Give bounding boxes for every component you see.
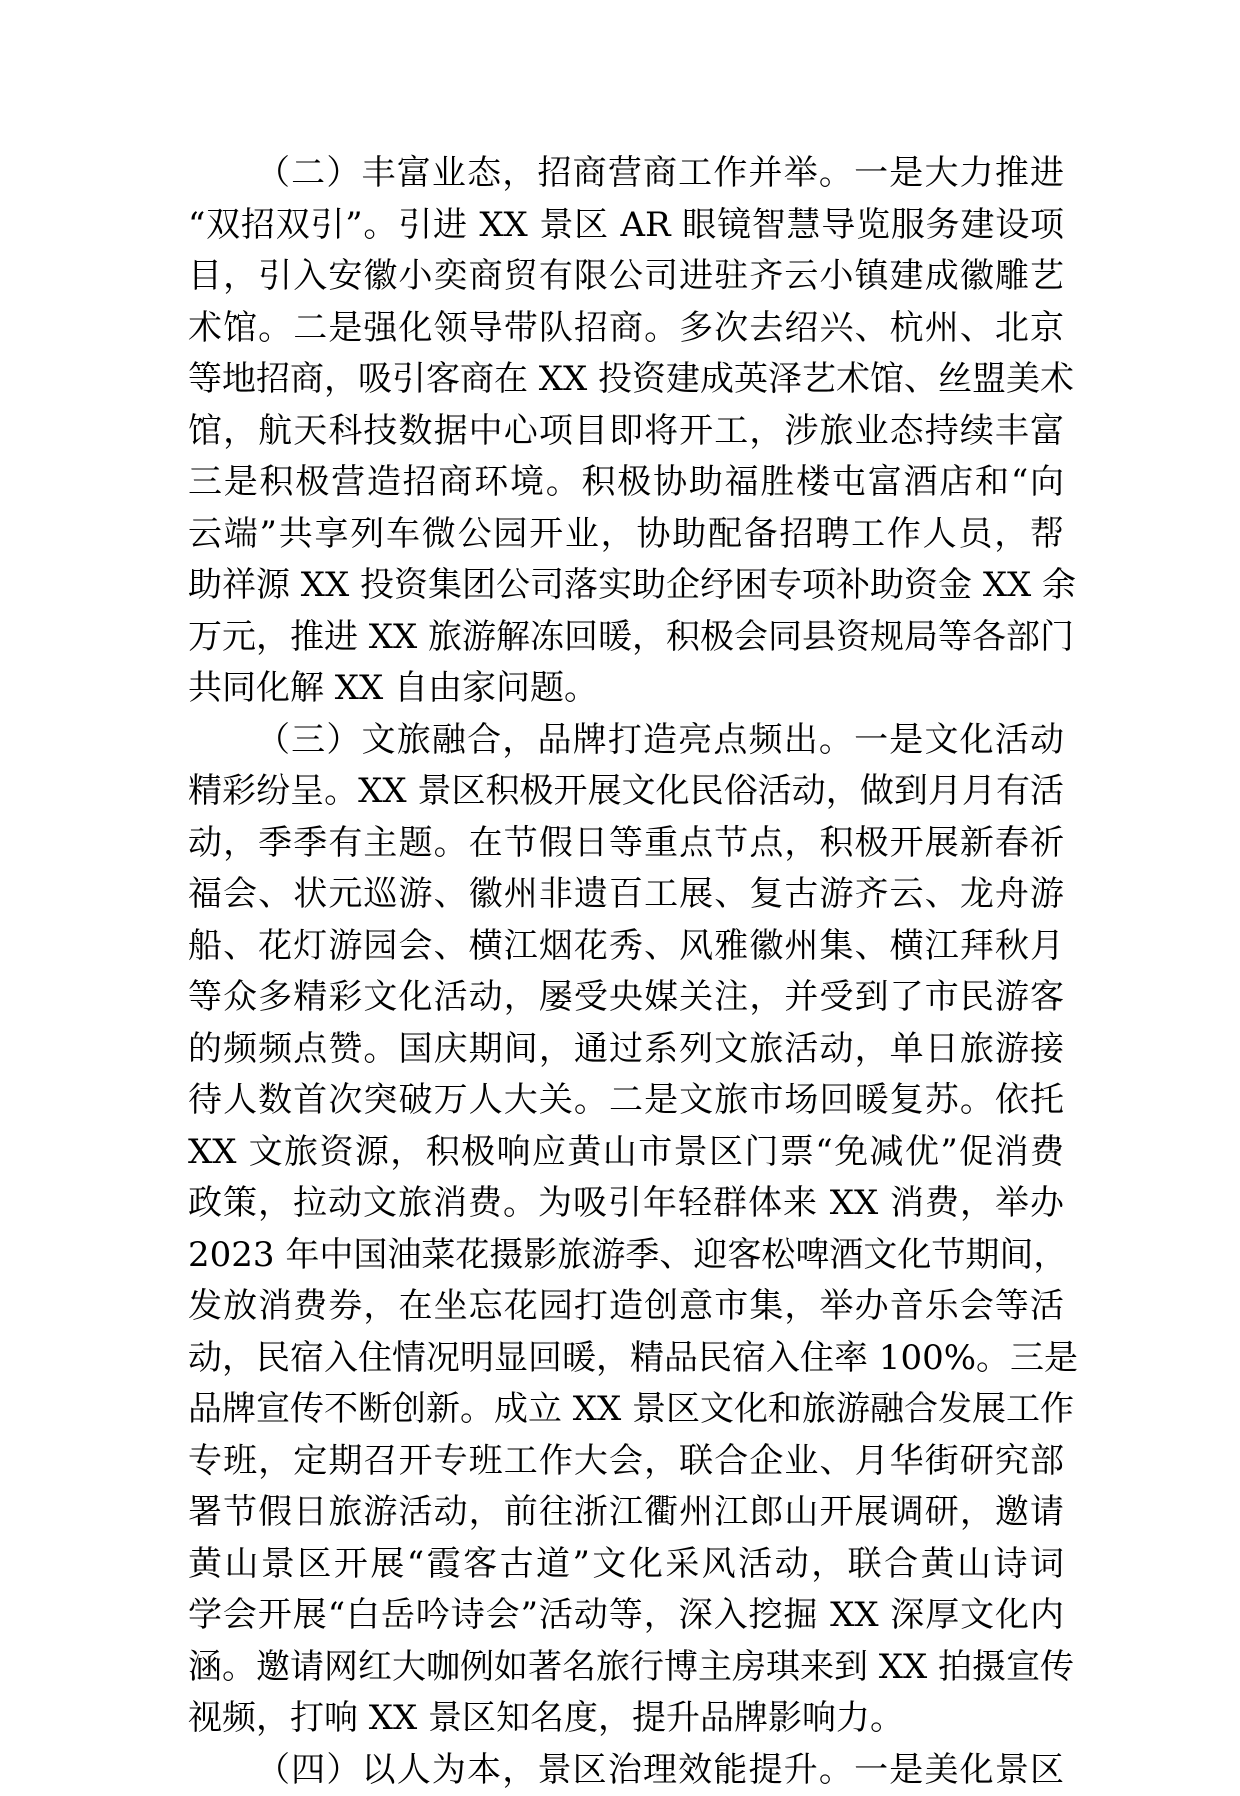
text-line: 等地招商，吸引客商在 XX 投资建成英泽艺术馆、丝盟美术 <box>188 354 1064 406</box>
text-line: 动，季季有主题。在节假日等重点节点，积极开展新春祈 <box>188 818 1064 870</box>
text-line: 术馆。二是强化领导带队招商。多次去绍兴、杭州、北京 <box>188 303 1064 355</box>
text-line: 的频频点赞。国庆期间，通过系列文旅活动，单日旅游接 <box>188 1024 1064 1076</box>
text-line: 动，民宿入住情况明显回暖，精品民宿入住率 100%。三是 <box>188 1333 1064 1385</box>
text-line: 三是积极营造招商环境。积极协助福胜楼屯富酒店和“向 <box>188 457 1064 509</box>
text-line: 署节假日旅游活动，前往浙江衢州江郎山开展调研，邀请 <box>188 1487 1064 1539</box>
paragraph-2-heading-line: （二）丰富业态，招商营商工作并举。一是大力推进 <box>188 148 1064 200</box>
text-line: 精彩纷呈。XX 景区积极开展文化民俗活动，做到月月有活 <box>188 766 1064 818</box>
text-line: 涵。邀请网红大咖例如著名旅行博主房琪来到 XX 拍摄宣传 <box>188 1642 1064 1694</box>
text-line: 万元，推进 XX 旅游解冻回暖，积极会同县资规局等各部门 <box>188 612 1064 664</box>
text-line: 待人数首次突破万人大关。二是文旅市场回暖复苏。依托 <box>188 1075 1064 1127</box>
text-line: 视频，打响 XX 景区知名度，提升品牌影响力。 <box>188 1693 1064 1745</box>
text-line: 品牌宣传不断创新。成立 XX 景区文化和旅游融合发展工作 <box>188 1384 1064 1436</box>
text-line: XX 文旅资源，积极响应黄山市景区门票“免减优”促消费 <box>188 1127 1064 1179</box>
text-line: 黄山景区开展“霞客古道”文化采风活动，联合黄山诗词 <box>188 1539 1064 1591</box>
text-line: 助祥源 XX 投资集团公司落实助企纾困专项补助资金 XX 余 <box>188 560 1064 612</box>
text-line: 船、花灯游园会、横江烟花秀、风雅徽州集、横江拜秋月 <box>188 921 1064 973</box>
text-line: 福会、状元巡游、徽州非遗百工展、复古游齐云、龙舟游 <box>188 869 1064 921</box>
paragraph-4-heading-line: （四）以人为本，景区治理效能提升。一是美化景区 <box>188 1745 1064 1796</box>
text-line: 共同化解 XX 自由家问题。 <box>188 663 1064 715</box>
text-line: 目，引入安徽小奕商贸有限公司进驻齐云小镇建成徽雕艺 <box>188 251 1064 303</box>
text-line: 等众多精彩文化活动，屡受央媒关注，并受到了市民游客 <box>188 972 1064 1024</box>
text-line: 馆，航天科技数据中心项目即将开工，涉旅业态持续丰富 <box>188 406 1064 458</box>
text-line: 发放消费券，在坐忘花园打造创意市集，举办音乐会等活 <box>188 1281 1064 1333</box>
text-line: “双招双引”。引进 XX 景区 AR 眼镜智慧导览服务建设项 <box>188 200 1064 252</box>
document-body <box>188 148 1064 1796</box>
text-line: 学会开展“白岳吟诗会”活动等，深入挖掘 XX 深厚文化内 <box>188 1590 1064 1642</box>
text-line: 2023 年中国油菜花摄影旅游季、迎客松啤酒文化节期间， <box>188 1230 1064 1282</box>
paragraph-3-heading-line: （三）文旅融合，品牌打造亮点频出。一是文化活动 <box>188 715 1064 767</box>
text-line: 云端”共享列车微公园开业，协助配备招聘工作人员，帮 <box>188 509 1064 561</box>
text-line: 政策，拉动文旅消费。为吸引年轻群体来 XX 消费，举办 <box>188 1178 1064 1230</box>
text-line: 专班，定期召开专班工作大会，联合企业、月华街研究部 <box>188 1436 1064 1488</box>
